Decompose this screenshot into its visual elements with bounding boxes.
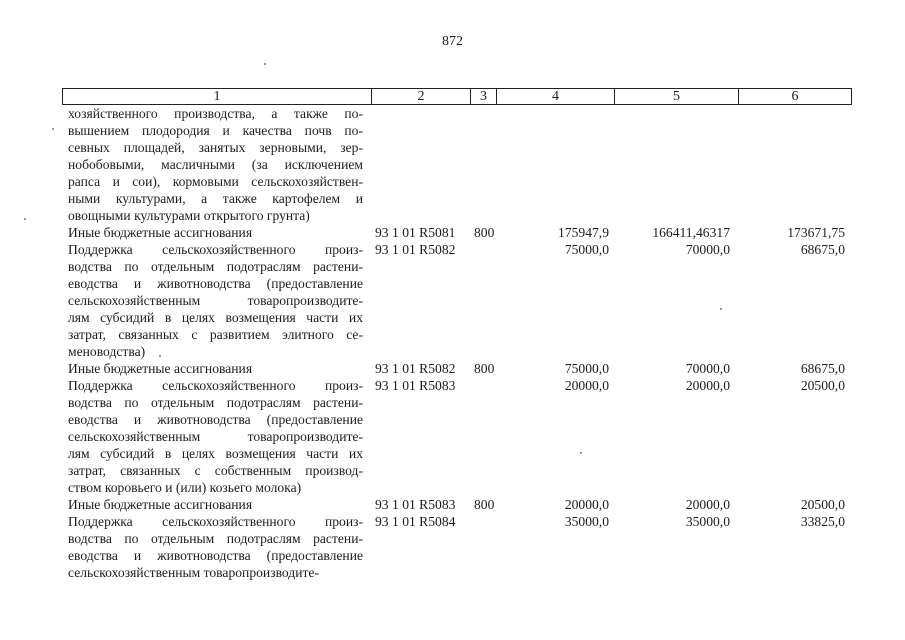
- header-cell-5: 5: [615, 89, 739, 104]
- row-value-col4: 175947,9: [558, 225, 609, 240]
- header-cell-1: 1: [63, 89, 372, 104]
- description-line: водства по отдельным подотраслям растени-: [68, 531, 363, 546]
- row-description: [68, 224, 363, 241]
- description-line: затрат, связанных с собственным производ-: [68, 463, 363, 478]
- row-code: 93 1 01 R5083: [375, 497, 456, 512]
- description-line: овощными культурами открытого грунта): [68, 208, 310, 223]
- scan-speck: [52, 128, 54, 130]
- header-cell-6: 6: [791, 89, 799, 104]
- row-value-col5: 70000,0: [685, 242, 730, 257]
- scan-speck: [24, 218, 26, 220]
- row-value-col5: 20000,0: [685, 378, 730, 393]
- row-value-col4: 75000,0: [564, 361, 609, 376]
- description-line: сельскохозяйственным товаропроизводите-: [68, 429, 363, 444]
- header-cell-4: 4: [497, 89, 615, 104]
- row-description: [68, 496, 363, 513]
- scan-speck: [720, 308, 722, 310]
- row-value-col6: 68675,0: [800, 242, 845, 257]
- row-description: [68, 241, 363, 360]
- description-line: рапса и сои), кормовыми сельскохозяйствен-: [68, 174, 363, 189]
- row-code: 93 1 01 R5083: [375, 378, 456, 393]
- row-value-col6: 20500,0: [800, 378, 845, 393]
- table-header-row: [62, 88, 852, 105]
- row-description: [68, 360, 363, 377]
- description-line: Иные бюджетные ассигнования: [68, 361, 253, 376]
- row-code: 93 1 01 R5082: [375, 242, 456, 257]
- header-cell-3: 3: [471, 89, 497, 104]
- description-line: еводства и животноводства (предоставление: [68, 548, 363, 563]
- row-value-col6: 33825,0: [800, 514, 845, 529]
- row-expense-type: 800: [474, 225, 495, 240]
- page-number: 872: [442, 34, 463, 49]
- scan-speck: [264, 63, 266, 65]
- description-line: сельскохозяйственным товаропроизводите-: [68, 293, 363, 308]
- row-value-col5: 35000,0: [685, 514, 730, 529]
- row-code: 93 1 01 R5081: [375, 225, 456, 240]
- description-line: еводства и животноводства (предоставление: [68, 412, 363, 427]
- description-line: Поддержка сельскохозяйственного произ-: [68, 514, 363, 529]
- row-value-col6: 68675,0: [800, 361, 845, 376]
- header-cell-2: 2: [372, 89, 471, 104]
- description-line: нобобовыми, масличными (за исключением: [68, 157, 363, 172]
- description-line: затрат, связанных с развитием элитного се-: [68, 327, 363, 342]
- row-value-col6: 20500,0: [800, 497, 845, 512]
- description-line: Иные бюджетные ассигнования: [68, 225, 253, 240]
- description-line: ными культурами, а также картофелем и: [68, 191, 363, 206]
- description-line: еводства и животноводства (предоставление: [68, 276, 363, 291]
- row-description: [68, 105, 363, 224]
- row-value-col4: 20000,0: [564, 497, 609, 512]
- row-code: 93 1 01 R5084: [375, 514, 456, 529]
- description-line: севных площадей, занятых зерновыми, зер-: [68, 140, 363, 155]
- row-value-col5: 20000,0: [685, 497, 730, 512]
- row-value-col4: 20000,0: [564, 378, 609, 393]
- description-line: меноводства): [68, 344, 146, 359]
- description-line: лям субсидий в целях возмещения части их: [68, 310, 363, 325]
- description-line: сельскохозяйственным товаропроизводите-: [68, 565, 319, 580]
- description-line: Иные бюджетные ассигнования: [68, 497, 253, 512]
- description-line: вышением плодородия и качества почв по-: [68, 123, 363, 138]
- row-description: [68, 513, 363, 581]
- description-line: водства по отдельным подотраслям растени-: [68, 395, 363, 410]
- description-line: водства по отдельным подотраслям растени-: [68, 259, 363, 274]
- description-line: Поддержка сельскохозяйственного произ-: [68, 242, 363, 257]
- row-description: [68, 377, 363, 496]
- row-code: 93 1 01 R5082: [375, 361, 456, 376]
- row-expense-type: 800: [474, 361, 495, 376]
- row-value-col5: 70000,0: [685, 361, 730, 376]
- row-value-col6: 173671,75: [787, 225, 845, 240]
- row-value-col4: 35000,0: [564, 514, 609, 529]
- description-line: лям субсидий в целях возмещения части их: [68, 446, 363, 461]
- description-line: ством коровьего и (или) козьего молока): [68, 480, 302, 495]
- row-value-col5: 166411,46317: [652, 225, 730, 240]
- row-value-col4: 75000,0: [564, 242, 609, 257]
- description-line: хозяйственного производства, а также по-: [68, 106, 363, 121]
- description-line: Поддержка сельскохозяйственного произ-: [68, 378, 363, 393]
- row-expense-type: 800: [474, 497, 495, 512]
- scan-speck: [580, 452, 582, 454]
